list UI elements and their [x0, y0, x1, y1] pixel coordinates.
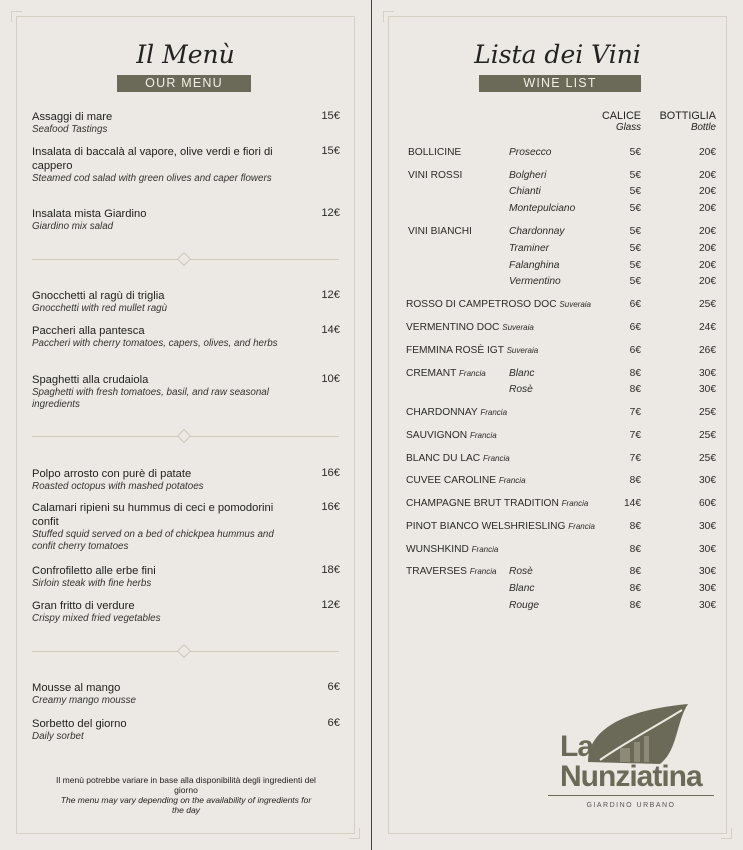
- wine-origin: Suveraia: [559, 300, 591, 309]
- wine-bottle-price: 30€: [699, 384, 716, 395]
- wine-origin: Francia: [459, 369, 486, 378]
- menu-item-name: Assaggi di mare: [32, 111, 113, 123]
- menu-item-translation: Roasted octopus with mashed potatoes: [32, 481, 204, 492]
- wine-row: [372, 368, 743, 382]
- menu-item: [32, 564, 340, 590]
- wine-category-name: CHAMPAGNE BRUT TRADITION: [406, 498, 559, 509]
- menu-item-translation: Creamy mango mousse: [32, 695, 136, 706]
- wine-row: [372, 203, 743, 217]
- wine-bottle-price: 20€: [699, 226, 716, 237]
- menu-item: [32, 599, 340, 625]
- wine-glass-price: 5€: [629, 170, 641, 181]
- wine-category-name: WUNSHKIND: [406, 544, 469, 555]
- wine-variety: Blanc: [509, 583, 535, 594]
- wine-category: [406, 368, 486, 379]
- menu-item-price: 16€: [321, 467, 340, 479]
- wine-variety: Montepulciano: [509, 203, 576, 214]
- bottle-header-label: BOTTIGLIA: [659, 110, 716, 122]
- bottle-column-header: [660, 110, 716, 133]
- wine-glass-price: 8€: [629, 583, 641, 594]
- wine-bottle-price: 20€: [699, 186, 716, 197]
- logo-text-line2: Nunziatina: [560, 760, 702, 793]
- wine-variety: Bolgheri: [509, 170, 547, 181]
- wine-bottle-price: 30€: [699, 475, 716, 486]
- wine-category: [408, 226, 472, 237]
- wine-origin: Francia: [469, 567, 497, 576]
- wine-row: [372, 453, 743, 467]
- wine-glass-price: 5€: [629, 203, 641, 214]
- wine-row: [372, 583, 743, 597]
- wine-variety: Traminer: [509, 243, 549, 254]
- menu-item: [32, 501, 340, 553]
- wine-bottle-price: 30€: [699, 544, 716, 555]
- menu-item-price: 12€: [321, 289, 340, 301]
- wine-row: [372, 299, 743, 313]
- menu-item-translation: Sirloin steak with fine herbs: [32, 578, 152, 589]
- wine-bottle-price: 20€: [699, 203, 716, 214]
- wine-glass-price: 8€: [629, 566, 641, 577]
- wine-bottle-price: 20€: [699, 260, 716, 271]
- wine-row: [372, 544, 743, 558]
- wine-row: [372, 475, 743, 489]
- wine-variety: Rouge: [509, 600, 540, 611]
- wine-bottle-price: 60€: [699, 498, 716, 509]
- wine-category-name: VERMENTINO DOC: [406, 322, 500, 333]
- wine-glass-price: 8€: [629, 521, 641, 532]
- bottle-header-sub: Bottle: [690, 122, 716, 133]
- menu-item-price: 16€: [321, 501, 340, 513]
- wine-glass-price: 8€: [629, 600, 641, 611]
- menu-item-name: Gnocchetti al ragù di triglia: [32, 290, 165, 302]
- menu-item-translation: Paccheri with cherry tomatoes, capers, olives, and herbs: [32, 338, 278, 349]
- menu-item-translation: Steamed cod salad with green olives and caper flowers: [32, 173, 272, 184]
- wine-row: [372, 521, 743, 535]
- logo-rule: [548, 795, 714, 796]
- logo-tagline: GIARDINO URBANO: [586, 802, 676, 809]
- menu-subtitle-banner: OUR MENU: [117, 75, 251, 92]
- menu-item-name: Gran fritto di verdure: [32, 600, 135, 612]
- menu-item-name: Spaghetti alla crudaiola: [32, 374, 149, 386]
- wine-row: [372, 407, 743, 421]
- wine-row: [372, 600, 743, 614]
- wine-origin: Suveraia: [502, 323, 534, 332]
- wine-glass-price: 6€: [629, 345, 641, 356]
- wine-category: [406, 322, 534, 333]
- wine-category: [408, 147, 461, 158]
- wine-row: [372, 276, 743, 290]
- wine-glass-price: 5€: [629, 243, 641, 254]
- wine-bottle-price: 25€: [699, 453, 716, 464]
- wine-category-name: CHARDONNAY: [406, 407, 478, 418]
- menu-item-translation: Stuffed squid served on a bed of chickpea hummus and confit cherry tomatoes: [32, 529, 274, 552]
- menu-item-translation: Gnocchetti with red mullet ragù: [32, 303, 168, 314]
- wine-glass-price: 8€: [629, 384, 641, 395]
- wine-variety: Vermentino: [509, 276, 561, 287]
- wine-row: [372, 226, 743, 240]
- wine-category: [406, 299, 591, 310]
- menu-item: [32, 681, 340, 707]
- wine-bottle-price: 20€: [699, 147, 716, 158]
- menu-item: [32, 717, 340, 743]
- menu-item: [32, 110, 340, 136]
- wine-bottle-price: 20€: [699, 243, 716, 254]
- menu-item-price: 10€: [321, 373, 340, 385]
- menu-item-price: 12€: [321, 599, 340, 611]
- menu-note-english: The menu may vary depending on the availability of ingredients for the day: [60, 795, 312, 815]
- section-separator: [32, 651, 339, 652]
- wine-category: [406, 345, 538, 356]
- wine-category: [408, 170, 462, 181]
- wine-row: [372, 345, 743, 359]
- menu-item: [32, 145, 340, 185]
- wine-origin: Suveraia: [506, 346, 539, 355]
- wine-category: [406, 453, 510, 464]
- section-separator: [32, 259, 339, 260]
- glass-header-label: CALICE: [601, 110, 641, 122]
- menu-frame: [16, 16, 355, 834]
- wine-glass-price: 7€: [629, 453, 641, 464]
- wine-glass-price: 8€: [629, 475, 641, 486]
- wine-row: [372, 322, 743, 336]
- menu-item-name: Polpo arrosto con purè di patate: [32, 468, 192, 480]
- wine-row: [372, 147, 743, 161]
- wine-bottle-price: 25€: [699, 299, 716, 310]
- menu-item-price: 18€: [321, 564, 340, 576]
- menu-item-price: 15€: [321, 145, 340, 157]
- wine-category-name: FEMMINA ROSÈ IGT: [406, 345, 504, 356]
- wine-row: [372, 170, 743, 184]
- wine-glass-price: 5€: [629, 186, 641, 197]
- wine-bottle-price: 20€: [699, 276, 716, 287]
- wine-category-name: VINI ROSSI: [408, 170, 463, 181]
- wine-origin: Francia: [498, 476, 526, 485]
- wine-category-name: PINOT BIANCO WELSHRIESLING: [406, 521, 566, 532]
- wine-glass-price: 6€: [629, 322, 641, 333]
- wine-category-name: VINI BIANCHI: [408, 226, 472, 237]
- wine-category-name: CUVEE CAROLINE: [406, 475, 497, 486]
- wine-row: [372, 384, 743, 398]
- wine-row: [372, 430, 743, 444]
- menu-item-translation: Giardino mix salad: [32, 221, 114, 232]
- wine-category-name: SAUVIGNON: [406, 430, 468, 441]
- menu-item: [32, 324, 340, 350]
- menu-item-name: Insalata di baccalà al vapore, olive verdi e fiori di cappero: [32, 146, 273, 172]
- wine-subtitle-banner: WINE LIST: [479, 75, 641, 92]
- menu-item-name: Paccheri alla pantesca: [32, 325, 145, 337]
- wine-category-name: TRAVERSES: [406, 566, 467, 577]
- wine-category: [406, 498, 588, 509]
- menu-page: [0, 0, 371, 850]
- wine-origin: Francia: [561, 499, 589, 508]
- wine-category: [406, 407, 507, 418]
- wine-glass-price: 8€: [629, 368, 641, 379]
- wine-glass-price: 7€: [629, 407, 641, 418]
- wine-bottle-price: 30€: [699, 600, 716, 611]
- wine-bottle-price: 20€: [699, 170, 716, 181]
- menu-item-price: 6€: [327, 681, 340, 693]
- wine-variety: Chardonnay: [509, 226, 565, 237]
- wine-category-name: BOLLICINE: [408, 147, 462, 158]
- menu-item: [32, 467, 340, 493]
- wine-bottle-price: 30€: [699, 521, 716, 532]
- wine-row: [372, 260, 743, 274]
- wine-category-name: BLANC DU LAC: [406, 453, 481, 464]
- wine-category-name: ROSSO DI CAMPETROSO DOC: [406, 299, 557, 310]
- menu-item-name: Insalata mista Giardino: [32, 208, 147, 220]
- wine-bottle-price: 25€: [699, 407, 716, 418]
- wine-row: [372, 566, 743, 580]
- wine-bottle-price: 24€: [699, 322, 716, 333]
- wine-title: Lista dei Vini: [474, 40, 641, 69]
- wine-glass-price: 5€: [629, 226, 641, 237]
- menu-item-name: Sorbetto del giorno: [32, 718, 127, 730]
- wine-bottle-price: 26€: [699, 345, 716, 356]
- menu-item-name: Confrofiletto alle erbe fini: [32, 565, 156, 577]
- menu-item-translation: Daily sorbet: [32, 731, 84, 742]
- logo-text-line1: La: [560, 730, 594, 763]
- wine-glass-price: 5€: [629, 260, 641, 271]
- menu-item-translation: Spaghetti with fresh tomatoes, basil, and raw seasonal ingredients: [32, 387, 269, 410]
- wine-glass-price: 14€: [624, 498, 641, 509]
- menu-title: Il Menù: [136, 40, 235, 69]
- wine-glass-price: 6€: [629, 299, 641, 310]
- wine-glass-price: 8€: [629, 544, 641, 555]
- wine-glass-price: 7€: [629, 430, 641, 441]
- wine-category: [406, 521, 595, 532]
- wine-category: [406, 566, 496, 577]
- wine-variety: Rosè: [509, 566, 533, 577]
- wine-category: [406, 475, 526, 486]
- wine-origin: Francia: [480, 408, 508, 417]
- glass-header-sub: Glass: [615, 122, 641, 133]
- menu-note-italian: Il menù potrebbe variare in base alla disponibilità degli ingredienti del giorno: [56, 775, 316, 795]
- menu-item-translation: Crispy mixed fried vegetables: [32, 613, 161, 624]
- wine-row: [372, 186, 743, 200]
- menu-item-name: Calamari ripieni su hummus di ceci e pomodorini confit: [32, 502, 274, 528]
- menu-item: [32, 207, 340, 233]
- wine-row: [372, 243, 743, 257]
- restaurant-logo: [548, 702, 714, 814]
- menu-item: [32, 289, 340, 315]
- wine-variety: Rosè: [509, 384, 533, 395]
- wine-origin: Francia: [568, 522, 595, 531]
- section-separator: [32, 436, 339, 437]
- wine-bottle-price: 30€: [699, 368, 716, 379]
- wine-variety: Blanc: [509, 368, 535, 379]
- wine-category: [406, 544, 498, 555]
- wine-page: [372, 0, 743, 850]
- wine-bottle-price: 30€: [699, 566, 716, 577]
- wine-glass-price: 5€: [629, 276, 641, 287]
- menu-item-name: Mousse al mango: [32, 682, 121, 694]
- wine-variety: Chianti: [509, 186, 541, 197]
- menu-item-price: 12€: [321, 207, 340, 219]
- menu-item: [32, 373, 340, 411]
- wine-bottle-price: 30€: [699, 583, 716, 594]
- wine-variety: Prosecco: [509, 147, 552, 158]
- wine-bottle-price: 25€: [699, 430, 716, 441]
- wine-row: [372, 498, 743, 512]
- glass-column-header: [602, 110, 641, 133]
- wine-origin: Francia: [469, 431, 497, 440]
- menu-item-price: 6€: [327, 717, 340, 729]
- wine-category-name: CREMANT: [406, 368, 457, 379]
- menu-item-price: 15€: [321, 110, 340, 122]
- wine-origin: Francia: [471, 545, 499, 554]
- wine-variety: Falanghina: [509, 260, 560, 271]
- wine-category: [406, 430, 497, 441]
- menu-item-translation: Seafood Tastings: [32, 124, 108, 135]
- menu-item-price: 14€: [321, 324, 340, 336]
- wine-glass-price: 5€: [629, 147, 641, 158]
- wine-origin: Francia: [483, 454, 510, 463]
